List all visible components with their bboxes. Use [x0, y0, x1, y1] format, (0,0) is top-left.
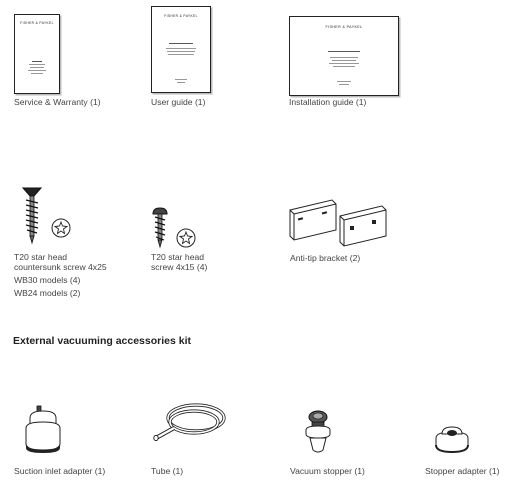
installation-guide-label: Installation guide (1) — [289, 97, 367, 107]
suction-inlet-adapter-label: Suction inlet adapter (1) — [14, 466, 106, 476]
booklet-text-line — [28, 70, 46, 71]
service-warranty-label: Service & Warranty (1) — [14, 97, 101, 107]
booklet-text-line — [166, 48, 196, 49]
anti-tip-bracket-label: Anti-tip bracket (2) — [290, 253, 361, 263]
stopper-adapter-icon — [434, 424, 470, 454]
countersunk-screw-label-3: WB30 models (4) — [14, 275, 81, 285]
booklet-text-line — [339, 84, 349, 85]
booklet-text-line — [330, 57, 358, 58]
booklet-brand: FISHER & PAYKEL — [164, 14, 198, 18]
booklet-text-line — [175, 79, 187, 80]
countersunk-screw-icon — [20, 186, 44, 244]
tube-icon — [152, 396, 228, 446]
booklet-text-line — [167, 51, 195, 52]
vacuum-stopper-icon — [303, 410, 333, 456]
countersunk-screw-label-1: T20 star head — [14, 252, 68, 262]
pan-head-screw-icon — [151, 206, 169, 248]
booklet-text-line — [177, 82, 185, 83]
installation-guide-booklet — [289, 16, 399, 96]
booklet-text-line — [329, 63, 359, 64]
user-guide-booklet — [151, 6, 211, 93]
booklet-text-line — [29, 64, 45, 65]
booklet-text-line — [30, 67, 44, 68]
countersunk-screw-label-2: countersunk screw 4x25 — [14, 262, 107, 272]
pan-head-screw-label-1: T20 star head — [151, 252, 205, 262]
stopper-adapter-label: Stopper adapter (1) — [425, 466, 500, 476]
anti-tip-bracket-icon — [286, 196, 392, 246]
booklet-text-line — [31, 73, 43, 74]
countersunk-screw-label-4: WB24 models (2) — [14, 288, 81, 298]
booklet-text-line — [332, 60, 356, 61]
service-warranty-booklet — [14, 14, 60, 94]
booklet-text-line — [337, 81, 351, 82]
star-head-top-icon — [51, 218, 71, 238]
booklet-title-line — [32, 61, 42, 62]
pan-head-screw-label-2: screw 4x15 (4) — [151, 262, 208, 272]
user-guide-label: User guide (1) — [151, 97, 206, 107]
booklet-text-line — [168, 54, 194, 55]
booklet-title-line — [169, 43, 193, 44]
suction-inlet-adapter-icon — [22, 406, 64, 454]
vacuum-stopper-label: Vacuum stopper (1) — [290, 466, 365, 476]
section-heading: External vacuuming accessories kit — [13, 335, 192, 347]
booklet-title-line — [328, 51, 360, 52]
booklet-text-line — [333, 66, 355, 67]
star-head-top-icon — [176, 228, 196, 248]
tube-label: Tube (1) — [151, 466, 184, 476]
booklet-brand: FISHER & PAYKEL — [325, 25, 363, 29]
booklet-brand: FISHER & PAYKEL — [20, 21, 54, 25]
